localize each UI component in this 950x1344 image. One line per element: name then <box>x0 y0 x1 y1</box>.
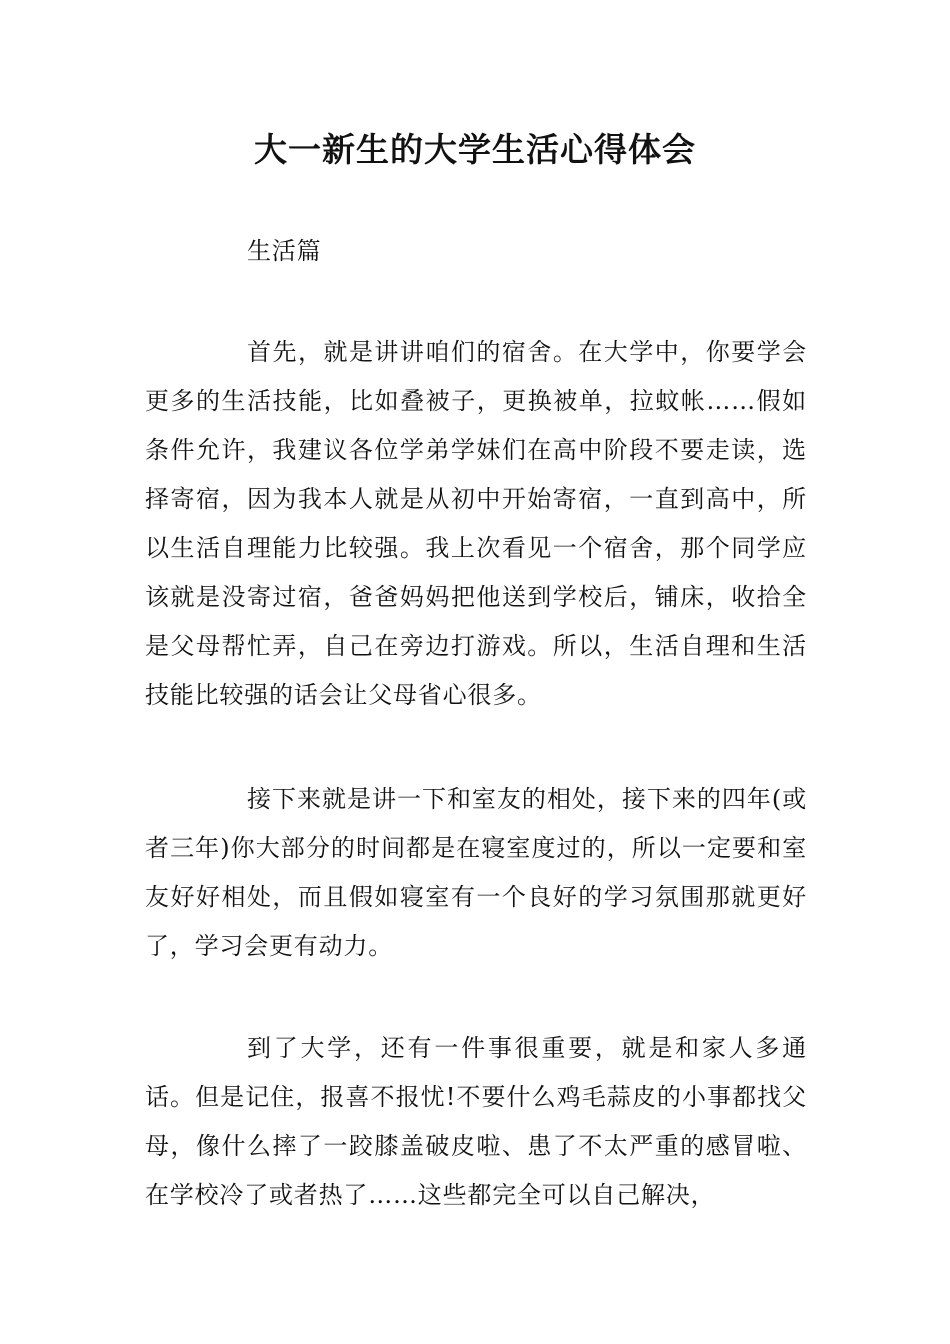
paragraph-dormitory: 首先，就是讲讲咱们的宿舍。在大学中，你要学会更多的生活技能，比如叠被子，更换被单，拉蚊帐……假如条件允许，我建议各位学弟学妹们在高中阶段不要走读，选择寄宿，因为我本人就是从初中开始寄宿，一直到高中，所以生活自理能力比较强。我上次看见一个宿舍，那个同学应该就是没寄过宿，爸爸妈妈把他送到学校后，铺床，收拾全是父母帮忙弄，自己在旁边打游戏。所以，生活自理和生活技能比较强的话会让父母省心很多。 <box>145 338 807 709</box>
section-heading: 生活篇 <box>247 237 322 265</box>
paragraph-family-calls: 到了大学，还有一件事很重要，就是和家人多通话。但是记住，报喜不报忧!不要什么鸡毛蒜皮的小事都找父母，像什么摔了一跤膝盖破皮啦、患了不太严重的感冒啦、在学校冷了或者热了……这些都完全可以自己解决， <box>145 1034 807 1209</box>
document-title: 大一新生的大学生活心得体会 <box>254 130 696 169</box>
paragraph-roommates: 接下来就是讲一下和室友的相处，接下来的四年(或者三年)你大部分的时间都是在寝室度过的，所以一定要和室友好好相处，而且假如寝室有一个良好的学习氛围那就更好了，学习会更有动力。 <box>145 785 807 960</box>
